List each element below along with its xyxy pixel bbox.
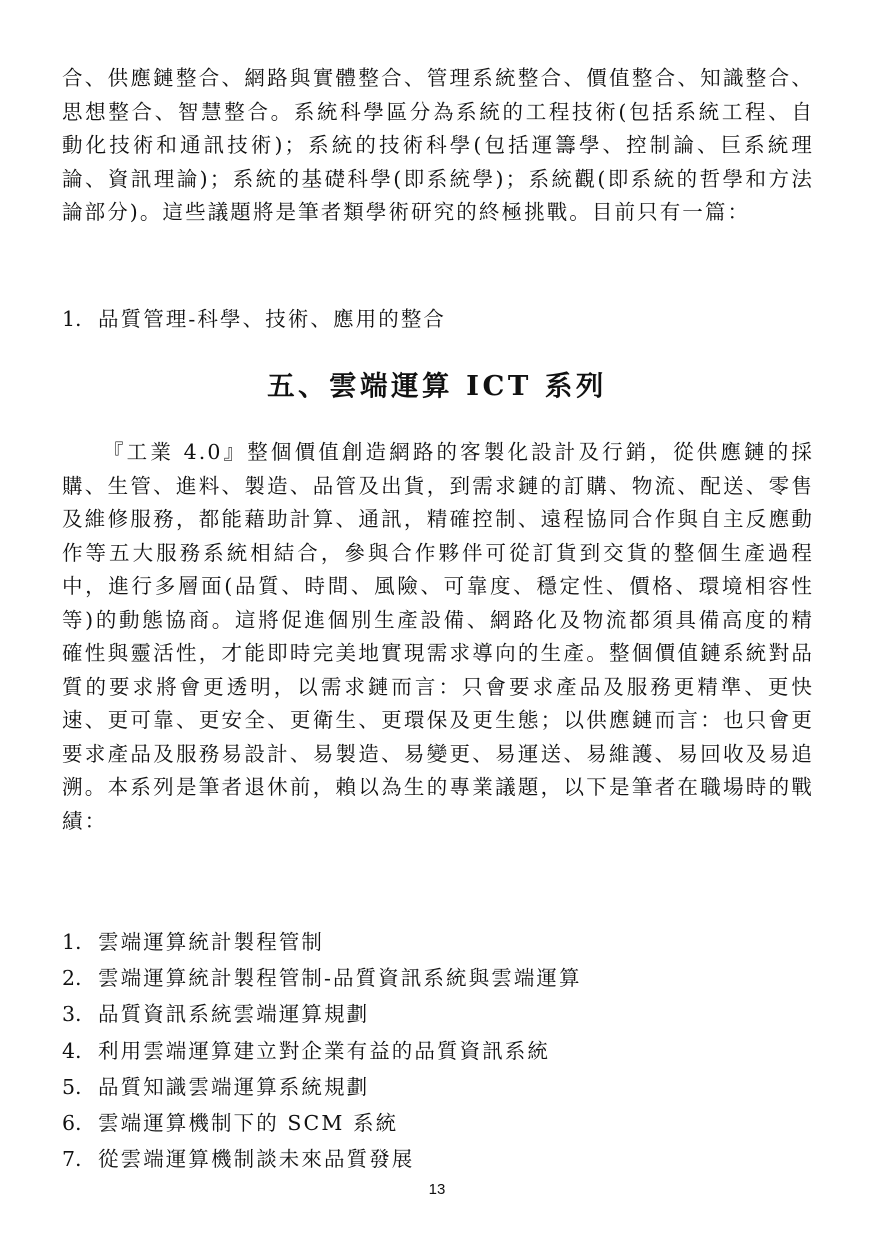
list-item-text: 品質知識雲端運算系統規劃 [98, 1074, 370, 1099]
list-item-number: 2. [62, 966, 82, 991]
list-item-text: 品質管理-科學、技術、應用的整合 [98, 307, 447, 331]
page-number: 13 [428, 1181, 446, 1198]
list-item [62, 1033, 814, 1069]
list-item-text: 雲端運算統計製程管制 [98, 930, 324, 954]
list-item-number: 1. [62, 307, 82, 331]
list-item-text: 品質資訊系統雲端運算規劃 [98, 1002, 370, 1027]
list-item-number: 4. [62, 1038, 82, 1063]
list-item-number: 5. [62, 1074, 82, 1099]
article-list-one [62, 301, 814, 337]
list-item-number: 3. [62, 1002, 82, 1027]
list-item [62, 996, 814, 1032]
main-paragraph: 『工業 4.0』整個價值創造網路的客製化設計及行銷，從供應鏈的採購、生管、進料、製造、品管及出貨，到需求鏈的訂購、物流、配送、零售及維修服務，都能藉助計算、通訊，精確控制、遠程協同合作與自主反應動作等五大服務系統相結合，參與合作夥伴可從訂貨到交貨的整個生產過程中，進行多層面(品質、時間、風險、可靠度、穩定性、價格、環境相容性等)的動態協商。這將促進個別生產設備、網路化及物流都須具備高度的精確性與靈活性，才能即時完美地實現需求導向的生產。整個價值鏈系統對品質的要求將會更透明，以需求鏈而言：只會要求產品及服務更精準、更快速、更可靠、更安全、更衛生、更環保及更生態；以供應鏈而言：也只會更要求產品及服務易設計、易製造、易變更、易運送、易維護、易回收及易追溯。本系列是筆者退休前，賴以為生的專業議題，以下是筆者在職場時的戰績： [62, 440, 814, 833]
list-item-number: 1. [62, 930, 82, 954]
list-item [62, 1069, 814, 1105]
article-list-two [62, 924, 814, 1177]
list-item-text: 從雲端運算機制談未來品質發展 [98, 1147, 415, 1172]
list-item [62, 924, 814, 960]
list-item [62, 1141, 814, 1177]
list-item-number: 6. [62, 1111, 82, 1136]
list-item [62, 1105, 814, 1141]
list-item-text: 利用雲端運算建立對企業有益的品質資訊系統 [98, 1038, 550, 1063]
list-item [62, 960, 814, 996]
list-item [62, 301, 814, 337]
list-item-text: 雲端運算機制下的 SCM 系統 [98, 1111, 399, 1136]
list-item-text: 雲端運算統計製程管制-品質資訊系統與雲端運算 [98, 966, 582, 991]
section-heading: 五、雲端運算 ICT 系列 [267, 370, 607, 402]
list-item-number: 7. [62, 1147, 82, 1172]
intro-paragraph: 合、供應鏈整合、網路與實體整合、管理系統整合、價值整合、知識整合、思想整合、智慧整合。系統科學區分為系統的工程技術(包括系統工程、自動化技術和通訊技術)；系統的技術科學(包括運籌學、控制論、巨系統理論、資訊理論)；系統的基礎科學(即系統學)；系統觀(即系統的哲學和方法論部分)。這些議題將是筆者類學術研究的終極挑戰。目前只有一篇： [62, 66, 814, 224]
